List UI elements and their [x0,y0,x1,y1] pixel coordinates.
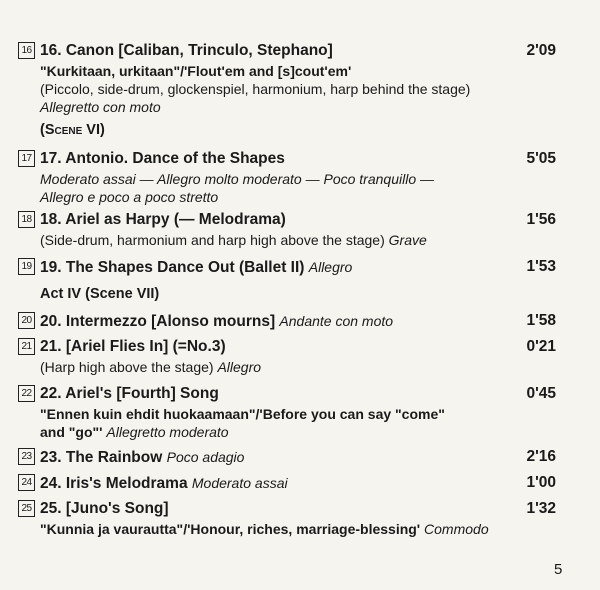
track-tempo: Poco adagio [166,449,245,465]
track-duration: 1'58 [526,312,556,329]
track-duration: 2'09 [526,42,556,59]
track-lyric: "Kurkitaan, urkitaan"/'Flout'em and [s]cout'em' [40,63,352,79]
track-duration: 1'00 [526,474,556,491]
track-24 [18,472,578,494]
track-18 [18,209,578,249]
track-number-box: 22 [18,385,35,402]
track-instrumentation-line [40,231,578,249]
track-tempo: Allegro e poco a poco stretto [40,189,219,205]
track-number-box: 19 [18,258,35,275]
track-number-box: 23 [18,448,35,465]
track-instrumentation-line [40,358,578,376]
track-title: 17. Antonio. Dance of the Shapes [40,150,285,167]
track-title-text: 24. Iris's Melodrama [40,475,192,492]
track-duration: 1'56 [526,211,556,228]
track-instrumentation: (Harp high above the stage) [40,359,218,375]
track-lyric: and "go"' [40,424,107,440]
track-title-text: 23. The Rainbow [40,449,167,466]
track-title: 21. [Ariel Flies In] (=No.3) [40,338,226,355]
track-number-box: 17 [18,150,35,167]
track-title [40,259,352,276]
track-title: 18. Ariel as Harpy (— Melodrama) [40,211,286,228]
track-instrumentation: (Side-drum, harmonium and harp high above the stage) [40,232,389,248]
track-title [40,449,244,466]
track-title-text: 20. Intermezzo [Alonso mourns] [40,313,280,330]
track-tempo: Grave [388,232,427,248]
track-tempo: Moderato assai [191,475,288,491]
track-duration: 0'45 [526,385,556,402]
track-tempo: Allegro [308,259,353,275]
track-23 [18,446,578,468]
track-lyric-line [40,520,578,538]
track-16 [18,40,578,116]
track-number-box: 16 [18,42,35,59]
track-title: 16. Canon [Caliban, Trinculo, Stephano] [40,42,333,59]
track-title [40,313,393,330]
track-instrumentation: (Piccolo, side-drum, glockenspiel, harmonium, harp behind the stage) [40,81,471,97]
track-tempo: Moderato assai — Allegro molto moderato — Poco tranquillo — [40,171,434,187]
track-tempo: Allegro [217,359,262,375]
track-number-box: 25 [18,500,35,517]
track-title: 25. [Juno's Song] [40,500,169,517]
page-number: 5 [554,561,563,578]
track-25 [18,498,578,538]
track-tempo: Allegretto con moto [40,99,161,115]
track-duration: 0'21 [526,338,556,355]
track-title-text: 19. The Shapes Dance Out (Ballet II) [40,259,309,276]
track-tempo: Andante con moto [279,313,394,329]
section-heading-act-4 [40,284,159,304]
track-21 [18,336,578,376]
track-lyric-line [40,423,578,441]
track-22 [18,383,578,441]
track-lyric: "Kunnia ja vaurautta"/'Honour, riches, marriage-blessing' [40,521,425,537]
track-duration: 1'32 [526,500,556,517]
track-duration: 5'05 [526,150,556,167]
track-17 [18,148,578,206]
track-number-box: 24 [18,474,35,491]
track-title [40,475,288,492]
track-tempo: Allegretto moderato [106,424,229,440]
track-lyric: "Ennen kuin ehdit huokaamaan"/'Before you can say "come" [40,406,445,422]
track-title: 22. Ariel's [Fourth] Song [40,385,219,402]
track-number-box: 20 [18,312,35,329]
section-heading-scene-6: (Scene VI) [40,122,105,138]
track-number-box: 18 [18,211,35,228]
track-20 [18,310,578,332]
track-number-box: 21 [18,338,35,355]
track-duration: 2'16 [526,448,556,465]
track-tempo: Commodo [424,521,489,537]
track-19 [18,256,578,278]
track-duration: 1'53 [526,258,556,275]
section-heading-text: Act IV (Scene VII) [40,286,160,302]
